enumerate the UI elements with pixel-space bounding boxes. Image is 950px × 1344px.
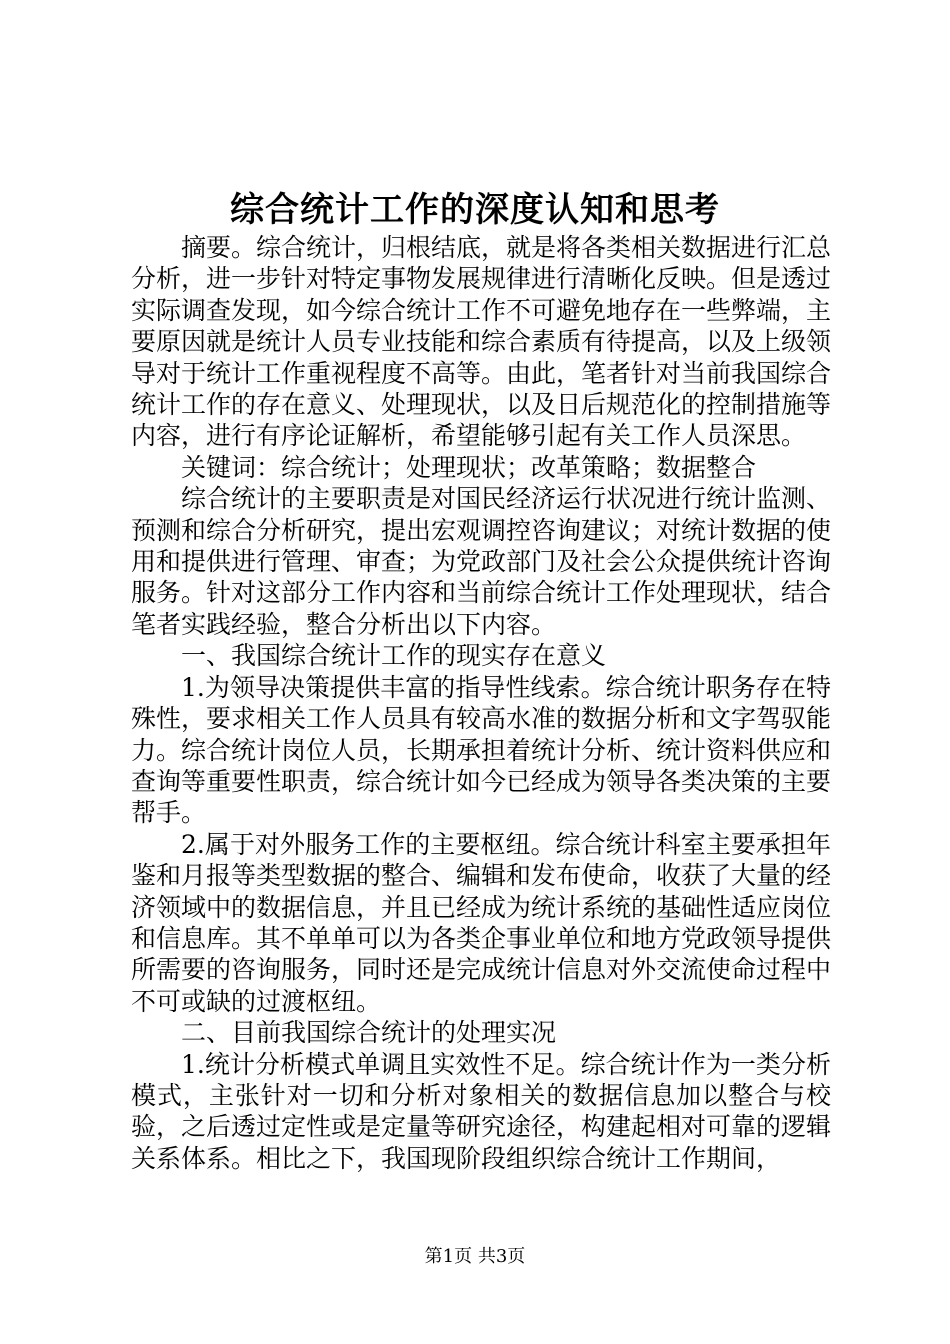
abstract-paragraph: 摘要。综合统计，归根结底，就是将各类相关数据进行汇总分析，进一步针对特定事物发展规律进行清晰化反映。但是透过实际调查发现，如今综合统计工作不可避免地存在一些弊端，主要原因就是统计人员专业技能和综合素质有待提高，以及上级领导对于统计工作重视程度不高等。由此，笔者针对当前我国综合统计工作的存在意义、处理现状，以及日后规范化的控制措施等内容，进行有序论证解析，希望能够引起有关工作人员深思。 xyxy=(131,233,832,451)
section-2-item-1: 1.统计分析模式单调且实效性不足。综合统计作为一类分析模式，主张针对一切和分析对象相关的数据信息加以整合与校验，之后透过定性或是定量等研究途径，构建起相对可靠的逻辑关系体系。相比之下，我国现阶段组织综合统计工作期间， xyxy=(131,1049,832,1173)
page-footer: 第1页 共3页 xyxy=(424,1246,526,1267)
section-1-item-1: 1.为领导决策提供丰富的指导性线索。综合统计职务存在特殊性，要求相关工作人员具有较高水准的数据分析和文字驾驭能力。综合统计岗位人员，长期承担着统计分析、统计资料供应和查询等重要性职责，综合统计如今已经成为领导各类决策的主要帮手。 xyxy=(131,672,832,828)
intro-paragraph: 综合统计的主要职责是对国民经济运行状况进行统计监测、预测和综合分析研究，提出宏观调控咨询建议；对统计数据的使用和提供进行管理、审查；为党政部门及社会公众提供统计咨询服务。针对这部分工作内容和当前综合统计工作处理现状，结合笔者实践经验，整合分析出以下内容。 xyxy=(131,484,832,639)
section-heading-2: 二、目前我国综合统计的处理实况 xyxy=(181,1018,557,1048)
keywords-paragraph: 关键词：综合统计；处理现状；改革策略；数据整合 xyxy=(181,452,757,482)
section-1-item-2: 2.属于对外服务工作的主要枢纽。综合统计科室主要承担年鉴和月报等类型数据的整合、编辑和发布使命，收获了大量的经济领域中的数据信息，并且已经成为统计系统的基础性适应岗位和信息库。其不单单可以为各类企事业单位和地方党政领导提供所需要的咨询服务，同时还是完成统计信息对外交流使命过程中不可或缺的过渡枢纽。 xyxy=(131,829,832,1016)
document-title: 综合统计工作的深度认知和思考 xyxy=(230,190,720,230)
section-heading-1: 一、我国综合统计工作的现实存在意义 xyxy=(181,641,607,671)
document-body xyxy=(131,232,831,1174)
